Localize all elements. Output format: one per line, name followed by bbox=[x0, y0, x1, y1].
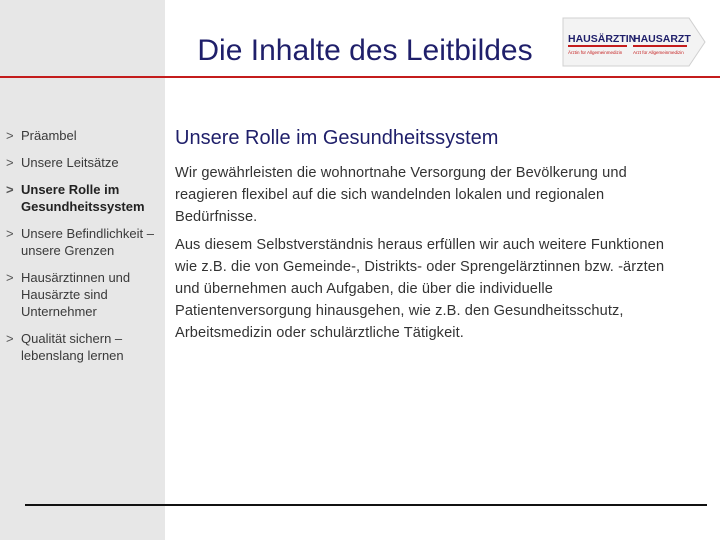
chevron-right-icon: > bbox=[6, 155, 14, 170]
chevron-right-icon: > bbox=[6, 270, 14, 285]
footer-divider bbox=[25, 504, 707, 506]
title-divider bbox=[0, 76, 720, 78]
paragraph-2: Aus diesem Selbstverständnis heraus erfüllen wir auch weitere Funktionen wie z.B. die von Gemeinde-, Distrikts- oder Sprengelärztinnen bzw. -ärzten und übernehmen auch Aufgaben, die über die individuelle Patientenversorgung hinausgehen, wie z.B. den Gesundheitsschutz, Arbeitsmedizin oder schulärztliche Tätigkeit. bbox=[175, 237, 665, 341]
sidebar-item-label: Unsere Rolle im Gesundheitssystem bbox=[21, 182, 145, 214]
sidebar-item-leitsaetze[interactable] bbox=[6, 154, 161, 171]
logo-left-sub: Ärztin für Allgemeinmedizin bbox=[568, 50, 623, 55]
logo-right-name: HAUSARZT bbox=[633, 33, 691, 45]
logo-left-name: HAUSÄRZTIN bbox=[568, 33, 637, 45]
section-heading: Unsere Rolle im Gesundheitssystem bbox=[175, 127, 499, 149]
chevron-right-icon: > bbox=[6, 182, 14, 197]
main-content bbox=[175, 127, 675, 350]
sidebar-item-label: Unsere Befindlichkeit – unsere Grenzen bbox=[21, 226, 154, 258]
chevron-right-icon: > bbox=[6, 128, 14, 143]
logo-right-sub: Arzt für Allgemeinmedizin bbox=[633, 50, 684, 55]
sidebar-item-rolle[interactable] bbox=[6, 181, 161, 215]
sidebar-item-befindlichkeit[interactable] bbox=[6, 225, 161, 259]
logo-graphic bbox=[561, 16, 707, 68]
chevron-right-icon: > bbox=[6, 331, 14, 346]
sidebar-item-unternehmer[interactable] bbox=[6, 269, 161, 320]
sidebar-item-qualitaet[interactable] bbox=[6, 330, 161, 364]
sidebar-item-label: Hausärztinnen und Hausärzte sind Unternehmer bbox=[21, 270, 131, 319]
sidebar-item-label: Qualität sichern – lebenslang lernen bbox=[21, 331, 124, 363]
chevron-right-icon: > bbox=[6, 226, 14, 241]
sidebar-item-praeambel[interactable] bbox=[6, 127, 161, 144]
logo bbox=[561, 16, 707, 68]
sidebar-item-label: Unsere Leitsätze bbox=[21, 155, 119, 170]
page-title: Die Inhalte des Leitbildes bbox=[197, 34, 533, 67]
sidebar-item-label: Präambel bbox=[21, 128, 77, 143]
paragraph-1: Wir gewährleisten die wohnortnahe Versorgung der Bevölkerung und reagieren flexibel auf die sich wandelnden lokalen und regionalen Bedürfnisse. bbox=[175, 165, 627, 225]
sidebar-nav bbox=[6, 127, 161, 364]
